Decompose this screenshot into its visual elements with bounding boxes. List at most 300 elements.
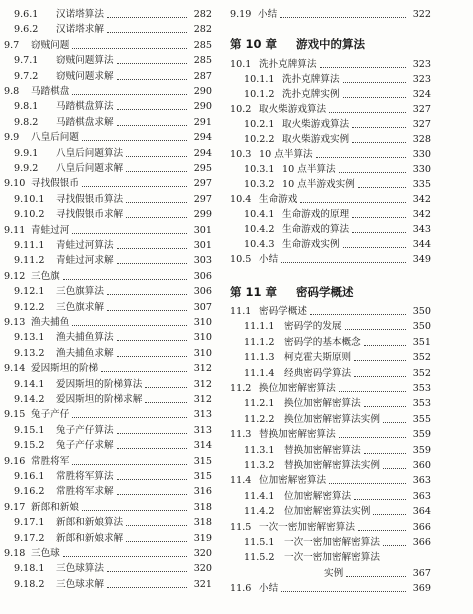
entry-title: 取火柴游戏算法 [259,104,327,115]
entry-number: 9.13.1 [14,332,45,344]
entry-title: 三色旗算法 [56,286,104,298]
entry-title: 马踏棋盘算法 [56,101,114,113]
entry-number: 11.4.2 [244,506,275,518]
toc-entry [226,238,431,252]
toc-entry [226,521,431,535]
entry-title: 位加密解密算法 [259,475,327,487]
entry-number: 9.12 [4,270,26,282]
entry-page-number: 314 [193,440,212,452]
toc-entry [226,118,431,132]
entry-title: 位加密解密算法 [284,490,352,502]
dot-leader [345,329,406,330]
dot-leader [339,391,406,392]
entry-number: 9.6.1 [14,9,39,20]
entry-page-number: 307 [193,301,212,313]
entry-page-number: 363 [412,490,431,502]
entry-page-number: 353 [412,383,431,394]
entry-page-number: 359 [412,429,431,441]
dot-leader [364,345,406,346]
toc-entry [0,54,212,68]
dot-leader [82,510,187,511]
entry-number: 10.1.1 [244,74,275,85]
dot-leader [117,79,187,80]
dot-leader [107,32,187,33]
entry-page-number: 321 [193,578,212,590]
dot-leader [72,417,187,418]
entry-page-number: 319 [193,532,212,544]
entry-title: 取火柴游戏算法 [282,119,350,130]
entry-page-number: 287 [193,70,212,82]
entry-number: 9.7.2 [14,70,39,82]
entry-title: 换位加密解密算法实例 [284,413,380,425]
entry-title: 常胜将军求解 [56,486,114,498]
entry-title: 取火柴游戏实例 [282,134,350,145]
entry-title: 新郎和新娘算法 [56,517,124,529]
entry-number: 11.6 [230,583,252,595]
toc-entry [0,331,212,345]
entry-number: 9.10.1 [14,193,45,205]
toc-entry [0,8,212,22]
entry-number: 9.16 [4,455,26,467]
entry-number: 9.15 [4,409,26,421]
entry-page-number: 367 [412,567,431,579]
chapter-number: 第 11 章 [230,285,278,299]
entry-page-number: 306 [193,270,212,282]
entry-number: 11.5.1 [244,537,275,548]
entry-title: 小结 [259,583,279,595]
entry-page-number: 297 [193,193,212,205]
entry-title: 10 点半算法 [282,164,336,175]
dot-leader [339,437,406,438]
dot-leader [107,587,187,588]
entry-title: 青蛙过河 [31,224,70,236]
entry-title: 替换加密解密算法实例 [284,460,380,471]
entry-page-number: 315 [193,471,212,482]
toc-entry [226,474,431,488]
entry-title: 洗扑克牌实例 [282,89,340,100]
dot-leader [82,140,187,141]
dot-leader [329,112,406,113]
dot-leader [117,340,187,341]
toc-entry [226,223,431,237]
dot-leader [117,433,187,434]
entry-title: 三色球求解 [56,578,104,590]
dot-leader [320,67,406,68]
entry-page-number: 282 [193,9,212,20]
toc-entry [226,73,431,87]
chapter-number: 第 10 章 [230,37,278,51]
entry-page-number: 328 [412,134,431,145]
entry-page-number: 303 [193,255,212,267]
entry-page-number: 342 [412,209,431,220]
entry-number: 11.3.1 [244,444,275,456]
entry-number: 10.1 [230,59,252,70]
entry-number: 9.8.2 [14,116,39,128]
entry-title: 兔子产仔求解 [56,440,114,452]
toc-entry [0,316,212,330]
entry-number: 9.11 [4,224,26,236]
dot-leader [352,127,406,128]
entry-title: 洗扑克牌算法 [282,74,340,85]
entry-title: 青蛙过河求解 [56,255,114,267]
dot-leader [117,479,187,480]
dot-leader [117,109,187,110]
dot-leader [358,187,406,188]
entry-number: 9.17 [4,501,26,513]
toc-entry [0,270,212,284]
entry-title: 密码学的基本概念 [284,336,361,348]
entry-page-number: 351 [412,336,431,348]
entry-title: 实例 [324,567,344,579]
dot-leader [358,530,406,531]
entry-title: 汉诺塔算法 [56,9,104,20]
dot-leader [329,483,406,484]
entry-page-number: 312 [193,378,212,390]
dot-leader [300,202,406,203]
toc-entry [0,177,212,191]
entry-number: 9.17.1 [14,517,45,529]
entry-page-number: 352 [412,367,431,379]
entry-number: 9.8.1 [14,101,39,113]
entry-page-number: 282 [193,24,212,36]
entry-page-number: 297 [193,178,212,190]
entry-number: 9.7.1 [14,55,39,67]
toc-entry [226,336,431,350]
entry-title: 一次一密加密解密算法 [284,537,380,548]
entry-title: 新郎和新娘求解 [56,532,124,544]
entry-page-number: 335 [412,179,431,190]
dot-leader [280,17,406,18]
toc-entry [226,382,431,396]
dot-leader [126,156,187,157]
entry-title: 密码学的发展 [284,321,342,333]
toc-entry [0,85,212,99]
toc-entry [0,347,212,361]
toc-entry [0,393,212,407]
dot-leader [354,360,406,361]
entry-title: 替换加密解密算法 [259,429,336,441]
dot-leader [145,387,187,388]
entry-number: 10.4 [230,194,252,205]
toc-entry [0,100,212,114]
entry-number: 9.6.2 [14,24,39,36]
toc-entry [0,162,212,176]
toc-entry [226,88,431,102]
entry-page-number: 313 [193,409,212,421]
toc-entry [226,490,431,504]
entry-title: 寻找假银币 [31,178,79,190]
entry-page-number: 353 [412,398,431,410]
toc-entry [0,532,212,546]
toc-entry [0,485,212,499]
dot-leader [354,499,406,500]
entry-number: 11.5 [230,521,252,533]
entry-page-number: 360 [412,460,431,471]
entry-number: 9.8 [4,86,20,97]
entry-page-number: 350 [412,306,431,317]
toc-entry [0,408,212,422]
toc-entry [0,455,212,469]
entry-page-number: 320 [193,563,212,575]
entry-title: 三色旗 [31,270,60,282]
entry-page-number: 359 [412,444,431,456]
toc-entry [226,178,431,192]
entry-number: 9.16.1 [14,471,45,482]
toc-entry [226,163,431,177]
entry-title: 马踏棋盘 [31,86,70,97]
entry-number: 10.2 [230,104,252,115]
entry-title: 常胜将军算法 [56,471,114,482]
dot-leader [117,63,187,64]
toc-entry [0,116,212,130]
entry-page-number: 316 [193,486,212,498]
toc-entry [0,224,212,238]
entry-title: 八皇后问题算法 [56,147,124,159]
toc-entry [226,582,431,596]
entry-page-number: 342 [412,194,431,205]
entry-number: 9.11.1 [14,240,45,251]
dot-leader [310,314,406,315]
entry-title: 兔子产仔算法 [56,424,114,436]
entry-number: 9.14.1 [14,378,45,390]
entry-title: 小结 [259,254,279,265]
entry-page-number: 285 [193,55,212,67]
entry-page-number: 352 [412,352,431,364]
entry-page-number: 350 [412,321,431,333]
entry-number: 11.3.2 [244,460,275,471]
entry-title: 寻找假银币求解 [56,209,124,221]
dot-leader [82,186,187,187]
dot-leader [343,82,406,83]
toc-entry [226,253,431,267]
entry-title: 爱因斯坦的阶梯求解 [56,394,143,405]
entry-number: 11.1.3 [244,352,275,364]
dot-leader [117,448,187,449]
toc-entry [226,351,431,365]
entry-title: 洗扑克牌算法 [259,59,317,70]
entry-title: 马踏棋盘求解 [56,116,114,128]
toc-entry [0,254,212,268]
entry-number: 9.9.2 [14,163,39,174]
entry-title: 生命游戏的算法 [282,224,350,235]
toc-entry [226,8,431,22]
entry-page-number: 324 [412,89,431,100]
dot-leader [383,422,406,423]
toc-entry [0,131,212,145]
entry-number: 9.18.1 [14,563,45,575]
toc-entry [226,397,431,411]
entry-page-number: 323 [412,74,431,85]
entry-page-number: 291 [193,116,212,128]
toc-entry [226,567,431,581]
entry-number: 11.1.4 [244,367,275,379]
entry-title: 爱因斯坦的阶梯算法 [56,378,143,390]
dot-leader [126,217,187,218]
entry-number: 9.7 [4,39,20,51]
toc-entry [0,301,212,315]
entry-title: 渔夫捕鱼求解 [56,347,114,359]
toc-entry [0,562,212,576]
entry-number: 9.17.2 [14,532,45,544]
entry-title: 三色球算法 [56,563,104,575]
entry-title: 寻找假银币算法 [56,193,124,205]
entry-number: 11.2.1 [244,398,275,410]
entry-page-number: 320 [193,548,212,559]
entry-number: 11.2 [230,383,252,394]
entry-number: 10.1.2 [244,89,275,100]
toc-entry [0,147,212,161]
entry-number: 9.19 [230,9,252,20]
entry-number: 9.15.1 [14,424,45,436]
toc-entry [226,193,431,207]
entry-number: 9.10 [4,178,26,190]
entry-title: 一次一密加密解密算法 [259,521,355,533]
entry-number: 11.3 [230,429,252,441]
dot-leader [346,576,406,577]
entry-page-number: 310 [193,347,212,359]
toc-entry [0,378,212,392]
entry-title: 三色球 [31,548,60,559]
entry-title: 一次一密加密解密算法 [284,552,380,564]
entry-number: 9.14 [4,363,26,375]
entry-page-number: 355 [412,413,431,425]
toc-entry [226,444,431,458]
entry-page-number: 327 [412,104,431,115]
toc-entry [226,505,431,519]
entry-page-number: 294 [193,147,212,159]
dot-leader [72,464,187,465]
entry-page-number: 369 [412,583,431,595]
toc-entry [226,428,431,442]
entry-title: 密码学概述 [259,306,307,317]
entry-title: 三色旗求解 [56,301,104,313]
toc-entry [0,578,212,592]
toc-entry [226,413,431,427]
dot-leader [373,514,406,515]
entry-number: 10.2.2 [244,134,275,145]
entry-page-number: 364 [412,506,431,518]
entry-number: 11.2.2 [244,413,275,425]
entry-title: 新郎和新娘 [31,501,79,513]
dot-leader [107,17,187,18]
toc-entry [226,459,431,473]
entry-title: 青蛙过河算法 [56,240,114,251]
dot-leader [281,262,406,263]
toc-entry [0,285,212,299]
dot-leader [117,263,187,264]
toc-entry [0,208,212,222]
toc-entry [0,193,212,207]
entry-page-number: 299 [193,209,212,221]
toc-entry [0,424,212,438]
entry-page-number: 290 [193,86,212,97]
entry-title: 兔子产仔 [31,409,70,421]
dot-leader [63,279,187,280]
entry-title: 常胜将军 [31,455,70,467]
entry-number: 9.13 [4,317,26,328]
dot-leader [117,125,187,126]
dot-leader [281,591,406,592]
toc-entry [226,551,431,565]
dot-leader [343,247,406,248]
entry-number: 9.18 [4,548,26,559]
chapter-title: 游戏中的算法 [296,37,365,51]
dot-leader [364,406,406,407]
entry-page-number: 310 [193,332,212,344]
entry-title: 换位加密解密算法 [284,398,361,410]
entry-title: 八皇后问题求解 [56,163,124,174]
dot-leader [126,171,187,172]
dot-leader [145,402,187,403]
entry-title: 窃贼问题求解 [56,70,114,82]
entry-number: 9.9.1 [14,147,39,159]
entry-number: 10.3 [230,149,252,160]
entry-page-number: 315 [193,455,212,467]
entry-title: 替换加密解密算法 [284,444,361,456]
entry-page-number: 312 [193,394,212,405]
entry-number: 11.5.2 [244,552,275,564]
dot-leader [354,376,406,377]
entry-title: 汉诺塔求解 [56,24,104,36]
dot-leader [343,97,406,98]
entry-page-number: 301 [193,240,212,251]
entry-title: 10 点半游戏实例 [282,179,355,190]
entry-page-number: 343 [412,224,431,235]
entry-title: 换位加密解密算法 [259,383,336,394]
toc-entry [226,58,431,72]
dot-leader [101,371,187,372]
dot-leader [352,217,406,218]
dot-leader [383,468,406,469]
dot-leader [126,202,187,203]
entry-page-number: 306 [193,286,212,298]
toc-entry [226,133,431,147]
entry-page-number: 330 [412,149,431,160]
entry-page-number: 301 [193,224,212,236]
entry-page-number: 344 [412,239,431,250]
entry-title: 位加密解密算法实例 [284,506,371,518]
dot-leader [316,157,406,158]
chapter-title: 密码学概述 [296,285,354,299]
toc-entry [226,320,431,334]
entry-title: 爱因斯坦的阶梯 [31,363,99,375]
dot-leader [107,571,187,572]
entry-page-number: 312 [193,363,212,375]
entry-number: 9.16.2 [14,486,45,498]
toc-entry [226,148,431,162]
entry-number: 9.13.2 [14,347,45,359]
entry-page-number: 318 [193,517,212,529]
dot-leader [339,172,406,173]
entry-title: 渔夫捕鱼算法 [56,332,114,344]
entry-title: 窃贼问题算法 [56,55,114,67]
dot-leader [117,356,187,357]
entry-page-number: 290 [193,101,212,113]
entry-number: 11.1.1 [244,321,275,333]
entry-number: 11.1 [230,306,252,317]
toc-entry [0,239,212,253]
dot-leader [72,325,187,326]
toc-entry [0,516,212,530]
entry-page-number: 318 [193,501,212,513]
entry-number: 9.14.2 [14,394,45,405]
entry-number: 10.2.1 [244,119,275,130]
dot-leader [352,232,406,233]
entry-title: 八皇后问题 [31,132,79,144]
entry-title: 小结 [258,9,278,20]
entry-title: 渔夫捕鱼 [31,317,70,328]
dot-leader [126,525,187,526]
